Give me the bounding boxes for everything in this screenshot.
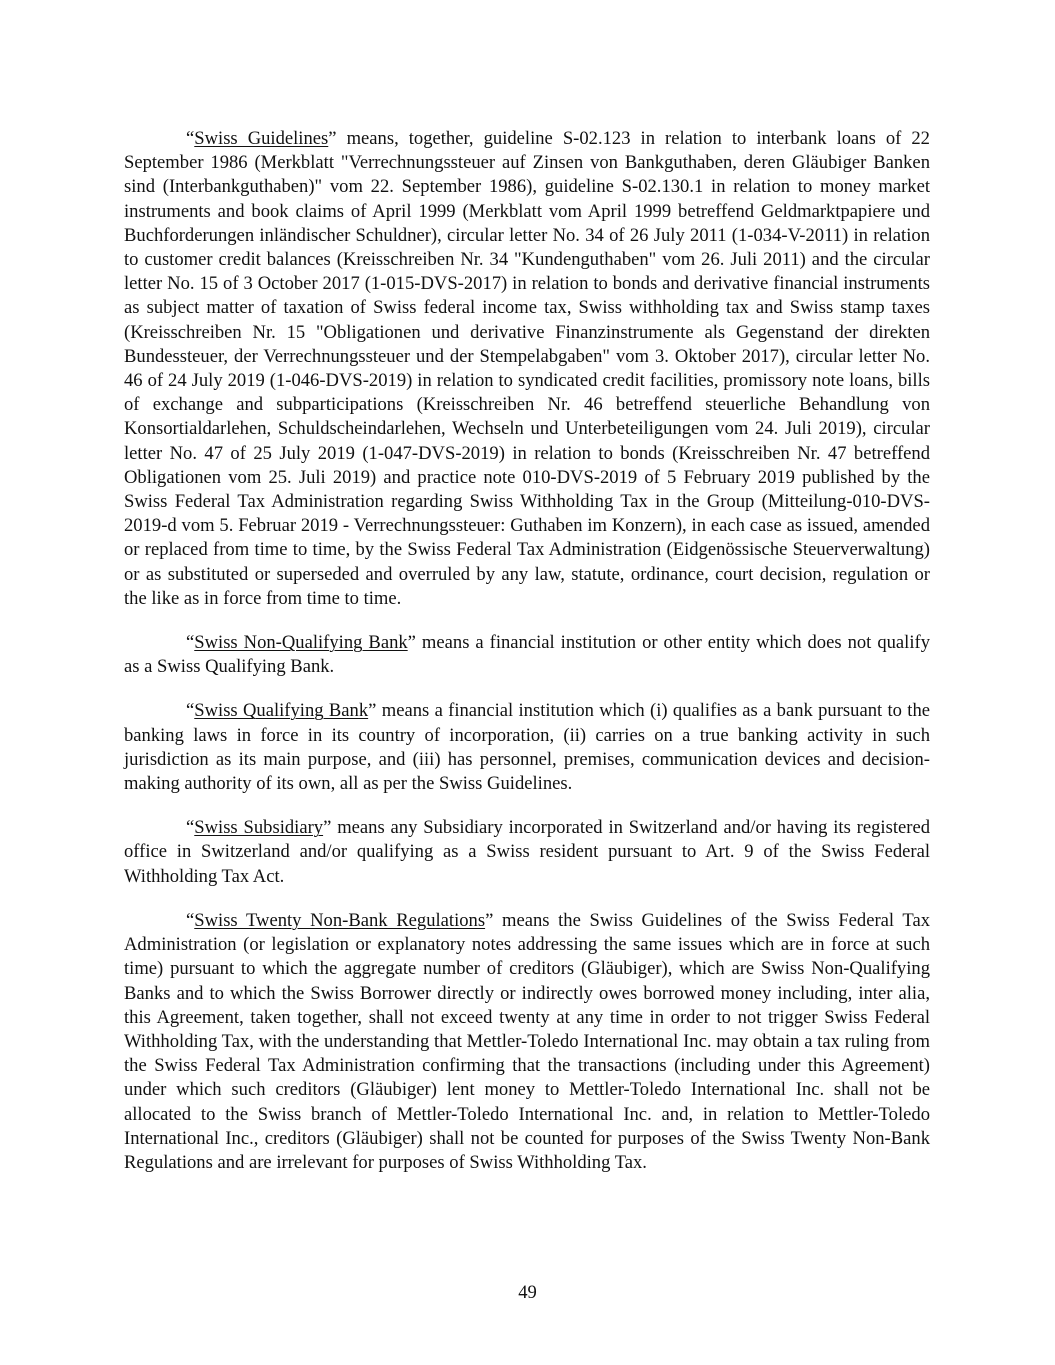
defined-term: Swiss Non-Qualifying Bank bbox=[194, 632, 408, 654]
open-quote: “ bbox=[186, 632, 195, 654]
definition-swiss-qualifying-bank bbox=[124, 699, 930, 796]
definition-swiss-guidelines bbox=[124, 127, 930, 611]
defined-term: Swiss Twenty Non-Bank Regulations bbox=[194, 909, 486, 931]
close-quote: ” bbox=[368, 700, 377, 722]
page-number: 49 bbox=[518, 1282, 537, 1303]
defined-term: Swiss Qualifying Bank bbox=[194, 700, 369, 722]
definition-text: means, together, guideline S-02.123 in relation to interbank loans of 22 September 1986 (Merkblatt "Verrechnungssteuer auf Zinsen von Bankguthaben, deren Gläubiger Banken sind (Interbankguthaben)" vom 22. September 1986), guideline S-02.130.1 in relation to money market instruments and book claims of April 1999 (Merkblatt vom April 1999 betreffend Geldmarktpapiere und Buchforderungen inländischer Schuldner), circular letter No. 34 of 26 July 2011 (1-034-V-2011) in relation to customer credit balances (Kreisschreiben Nr. 34 "Kundenguthaben" vom 26. Juli 2011) and the circular letter No. 15 of 3 October 2017 (1-015-DVS-2017) in relation to bonds and derivative financial instruments as subject matter of taxation of Swiss federal income tax, Swiss withholding tax and Swiss stamp taxes (Kreisschreiben Nr. 15 "Obligationen und derivative Finanzinstrumente als Gegenstand der direkten Bundessteuer, der Verrechnungssteuer und der Stempelabgaben" vom 3. Oktober 2017), circular letter No. 46 of 24 July 2019 (1-046-DVS-2019) in relation to syndicated credit facilities, promissory note loans, bills of exchange and subparticipations (Kreisschreiben Nr. 46 betreffend steuerliche Behandlung von Konsortialdarlehen, Schuldscheindarlehen, Wechseln und Unterbeteiligungen vom 24. Juli 2019), circular letter No. 47 of 25 July 2019 (1-047-DVS-2019) in relation to bonds (Kreisschreiben Nr. 47 betreffend Obligationen vom 25. Juli 2019) and practice note 010-DVS-2019 of 5 February 2019 published by the Swiss Federal Tax Administration regarding Swiss Withholding Tax in the Group (Mitteilung-010-DVS-2019-d vom 5. Februar 2019 - Verrechnungssteuer: Guthaben im Konzern), in each case as issued, amended or replaced from time to time, by the Swiss Federal Tax Administration (Eidgenössische Steuerverwaltung) or as substituted or superseded and overruled by any law, statute, ordinance, court decision, regulation or the like as in force from time to time. bbox=[124, 128, 930, 609]
open-quote: “ bbox=[186, 700, 195, 722]
definition-text: means the Swiss Guidelines of the Swiss Federal Tax Administration (or legislation or explanatory notes addressing the same issues which are in force at such time) pursuant to which the aggregate number of creditors (Gläubiger), which are Swiss Non-Qualifying Banks and to which the Swiss Borrower directly or indirectly owes borrowed money including, inter alia, this Agreement, taken together, shall not exceed twenty at any time in order to not trigger Swiss Federal Withholding Tax, with the understanding that Mettler-Toledo International Inc. may obtain a tax ruling from the Swiss Federal Tax Administration confirming that the transactions (including under this Agreement) under which such creditors (Gläubiger) lent money to Mettler-Toledo International Inc. shall not be allocated to the Swiss branch of Mettler-Toledo International Inc. and, in relation to Mettler-Toledo International Inc., creditors (Gläubiger) shall not be counted for purposes of the Swiss Twenty Non-Bank Regulations and are irrelevant for purposes of Swiss Withholding Tax. bbox=[124, 909, 930, 1173]
document-body bbox=[124, 127, 930, 1195]
close-quote: ” bbox=[407, 632, 416, 654]
definition-swiss-twenty-non-bank-regulations bbox=[124, 909, 930, 1175]
defined-term: Swiss Guidelines bbox=[194, 128, 329, 149]
close-quote: ” bbox=[323, 817, 332, 839]
open-quote: “ bbox=[186, 909, 195, 931]
close-quote: ” bbox=[328, 128, 337, 149]
open-quote: “ bbox=[186, 817, 195, 839]
definition-text: means any Subsidiary incorporated in Switzerland and/or having its registered office in Switzerland and/or qualifying as a Swiss resident pursuant to Art. 9 of the Swiss Federal Withholding Tax Act. bbox=[124, 817, 930, 887]
definition-swiss-subsidiary bbox=[124, 816, 930, 889]
definition-text: means a financial institution or other entity which does not qualify as a Swiss Qualifying Bank. bbox=[124, 632, 930, 678]
definition-text: means a financial institution which (i) qualifies as a bank pursuant to the banking laws in force in its country of incorporation, (ii) carries on a true banking activity in such jurisdiction as its main purpose, and (iii) has personnel, premises, communication devices and decision-making authority of its own, all as per the Swiss Guidelines. bbox=[124, 700, 930, 795]
definition-swiss-non-qualifying-bank bbox=[124, 631, 930, 679]
close-quote: ” bbox=[485, 909, 494, 931]
open-quote: “ bbox=[186, 128, 195, 149]
defined-term: Swiss Subsidiary bbox=[194, 817, 324, 839]
